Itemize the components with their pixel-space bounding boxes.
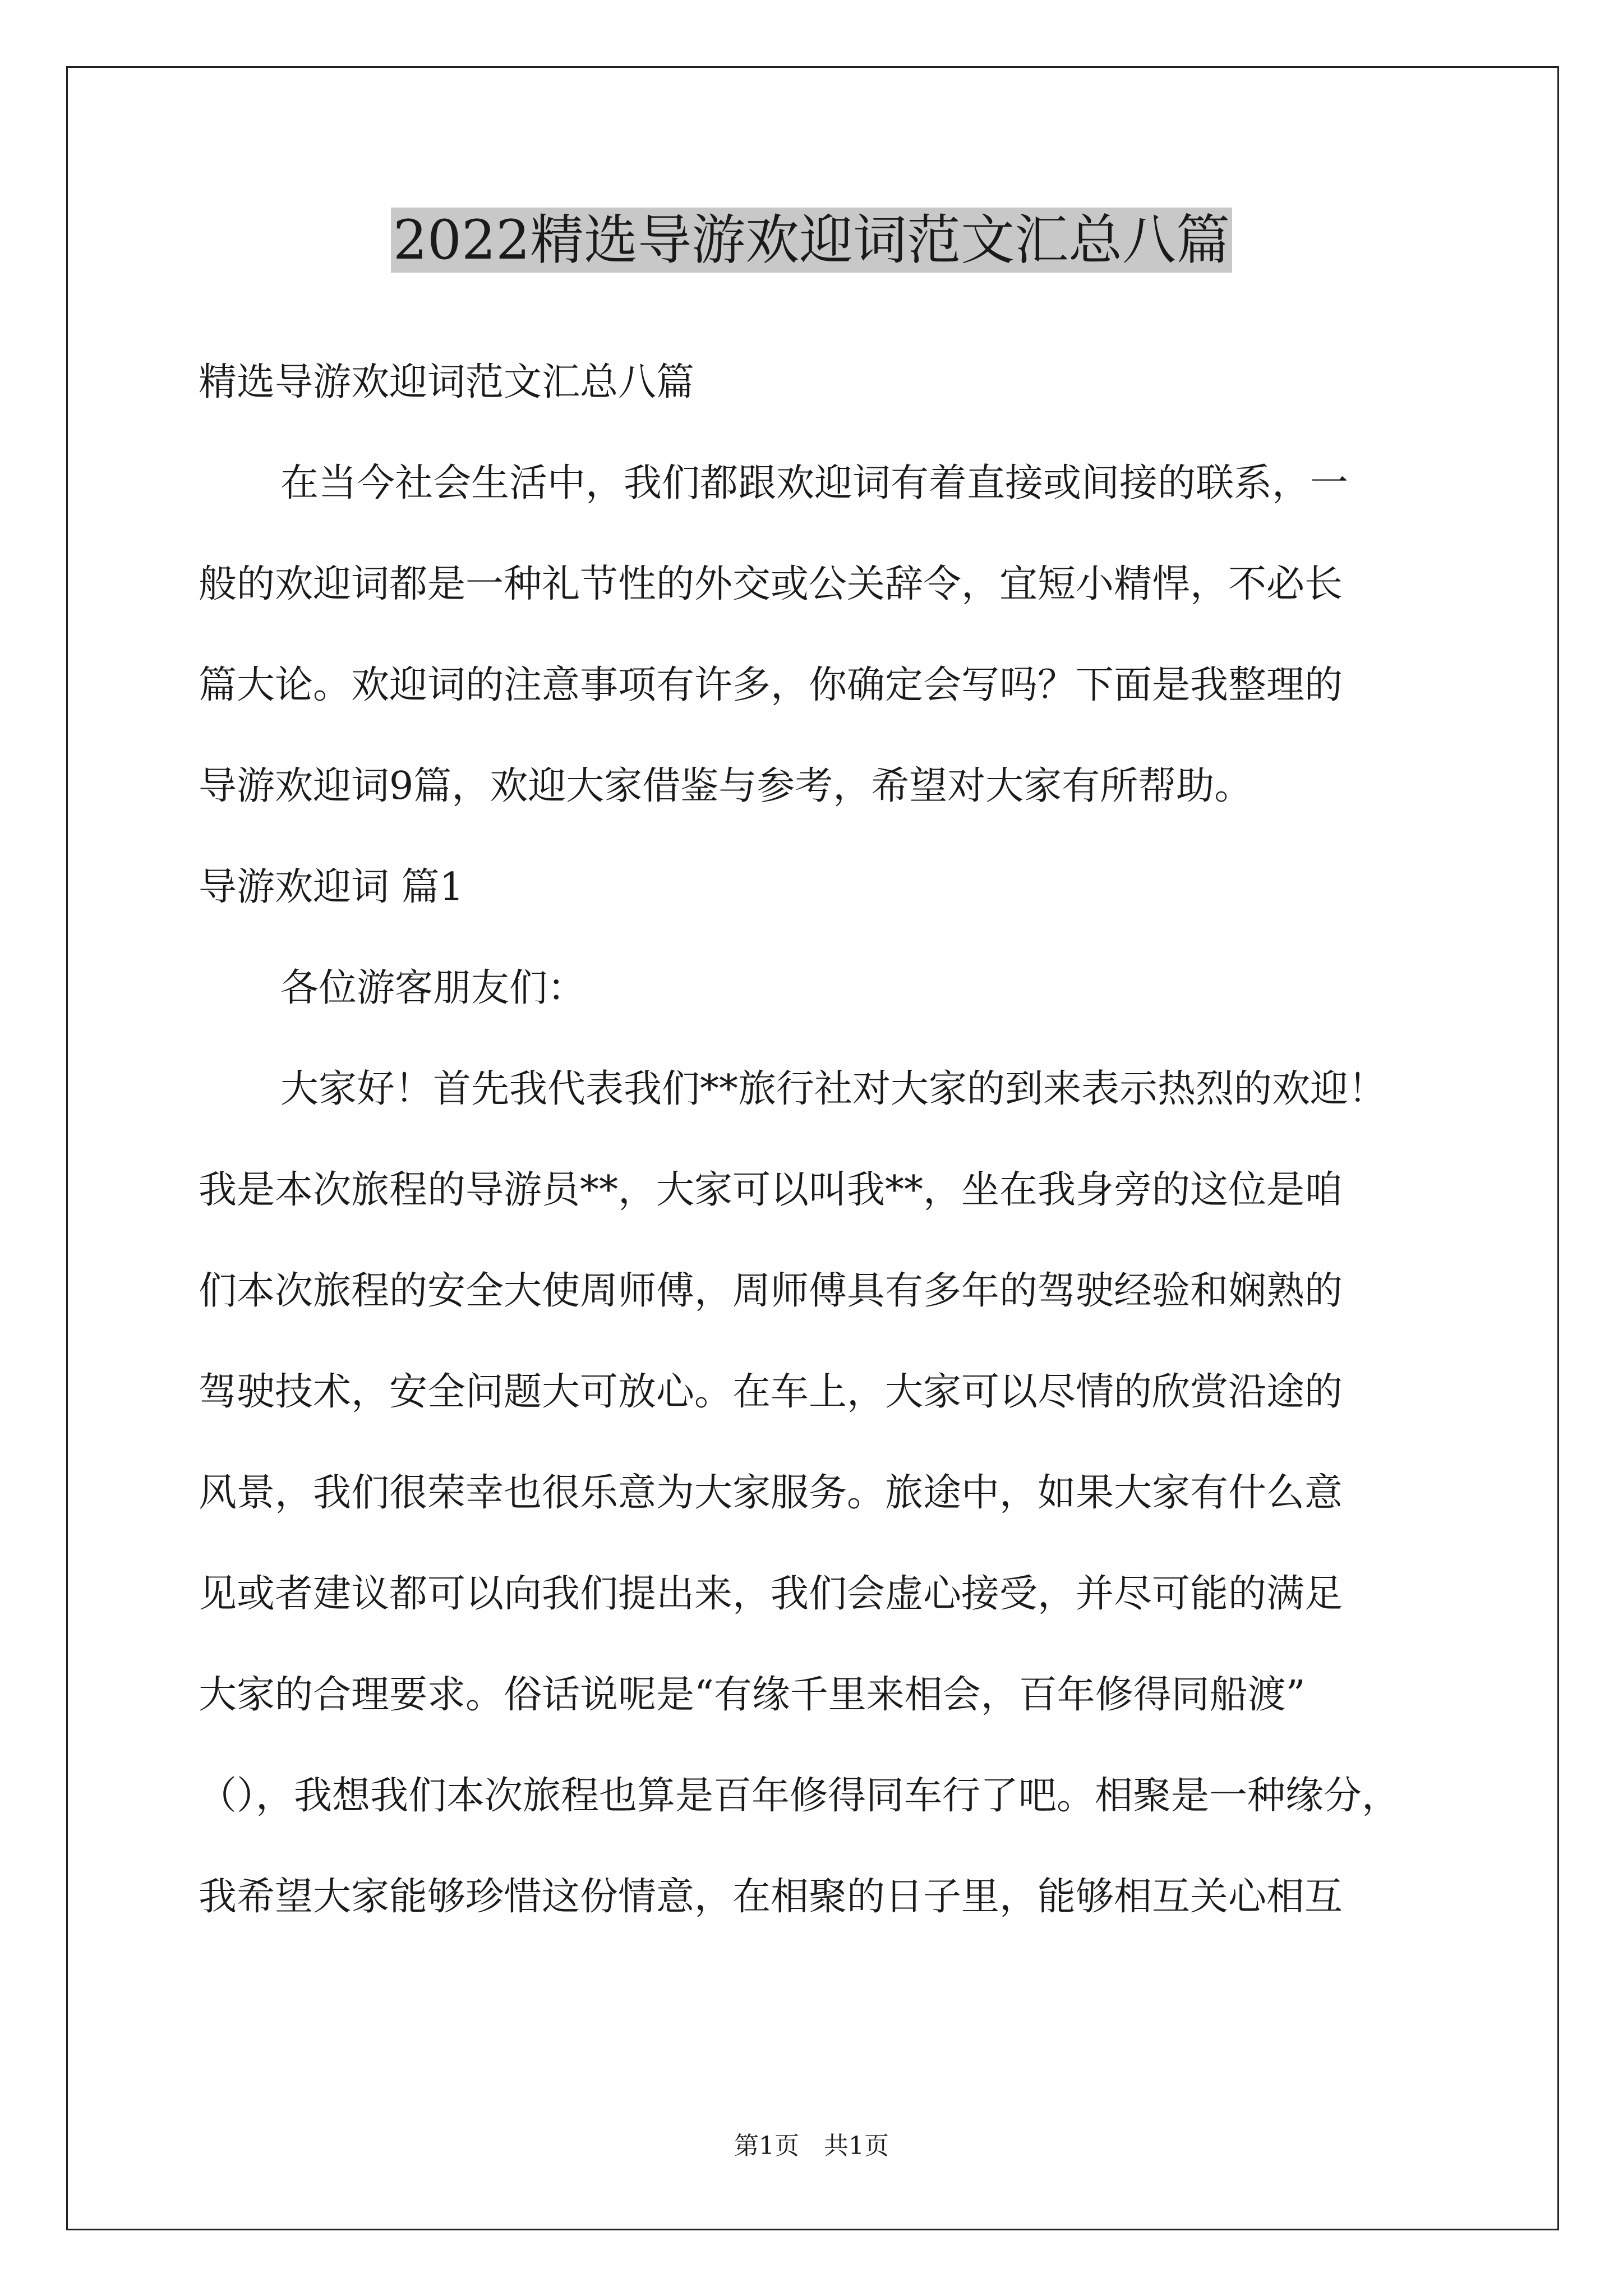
document-subtitle: 精选导游欢迎词范文汇总八篇 bbox=[199, 360, 695, 404]
body-line: 我希望大家能够珍惜这份情意，在相聚的日子里，能够相互关心相互 bbox=[199, 1875, 1343, 1919]
section-heading: 导游欢迎词 篇1 bbox=[199, 865, 464, 909]
body-line: 我是本次旅程的导游员**，大家可以叫我**，坐在我身旁的这位是咱 bbox=[199, 1168, 1343, 1212]
body-line: 大家的合理要求。俗话说呢是“有缘千里来相会，百年修得同船渡” bbox=[199, 1673, 1306, 1717]
greeting-line: 各位游客朋友们： bbox=[280, 966, 586, 1010]
page-number: 第1页 共1页 bbox=[734, 2132, 889, 2160]
body-line: 见或者建议都可以向我们提出来，我们会虚心接受，并尽可能的满足 bbox=[199, 1572, 1343, 1616]
body-line: （），我想我们本次旅程也算是百年修得同车行了吧。相聚是一种缘分， bbox=[199, 1774, 1400, 1818]
intro-line: 在当今社会生活中，我们都跟欢迎词有着直接或间接的联系，一 bbox=[280, 461, 1349, 505]
body-line: 驾驶技术，安全问题大可放心。在车上，大家可以尽情的欣赏沿途的 bbox=[199, 1370, 1343, 1414]
document-title bbox=[0, 206, 1623, 274]
body-line: 风景，我们很荣幸也很乐意为大家服务。旅途中，如果大家有什么意 bbox=[199, 1471, 1343, 1515]
body-line: 大家好！首先我代表我们**旅行社对大家的到来表示热烈的欢迎！ bbox=[280, 1067, 1387, 1111]
body-line: 们本次旅程的安全大使周师傅，周师傅具有多年的驾驶经验和娴熟的 bbox=[199, 1269, 1343, 1313]
intro-line: 般的欢迎词都是一种礼节性的外交或公关辞令，宜短小精悍，不必长 bbox=[199, 562, 1343, 606]
intro-line: 篇大论。欢迎词的注意事项有许多，你确定会写吗？下面是我整理的 bbox=[199, 663, 1343, 707]
document-title-text: 2022精选导游欢迎词范文汇总八篇 bbox=[391, 208, 1232, 273]
intro-line: 导游欢迎词9篇，欢迎大家借鉴与参考，希望对大家有所帮助。 bbox=[199, 764, 1253, 808]
